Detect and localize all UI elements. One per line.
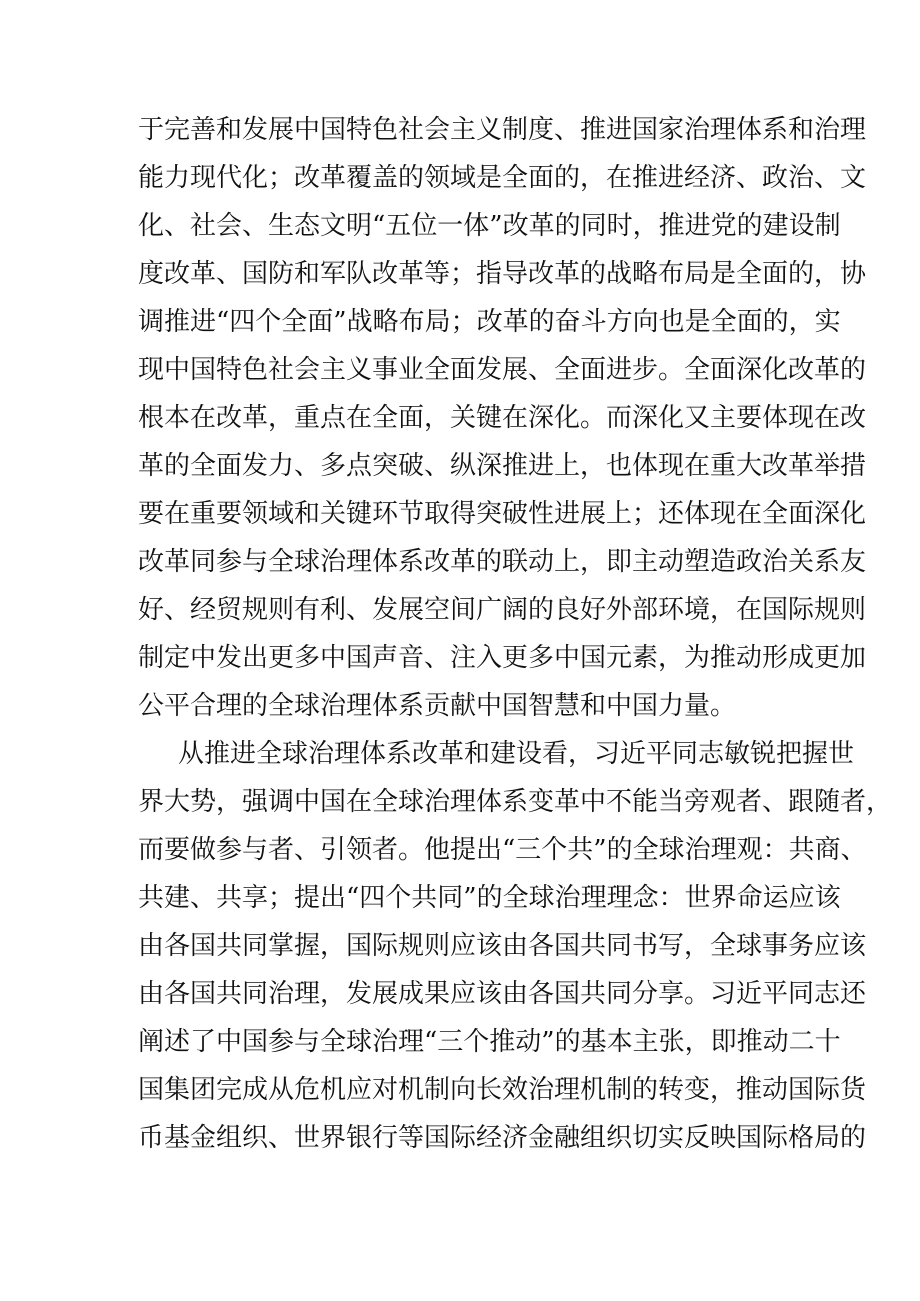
text-line: 要在重要领域和关键环节取得突破性进展上；还体现在全面深化: [138, 499, 867, 529]
text-line: 制定中发出更多中国声音、注入更多中国元素，为推动形成更加: [138, 643, 867, 673]
text-line: 而要做参与者、引领者。他提出“三个共”的全球治理观：共商、: [138, 835, 867, 865]
text-line: 公平合理的全球治理体系贡献中国智慧和中国力量。: [138, 691, 737, 721]
text-line: 度改革、国防和军队改革等；指导改革的战略布局是全面的，协: [138, 259, 867, 289]
text-line: 化、社会、生态文明“五位一体”改革的同时，推进党的建设制: [138, 211, 841, 241]
text-line: 能力现代化；改革覆盖的领域是全面的，在推进经济、政治、文: [138, 163, 867, 193]
text-line: 调推进“四个全面”战略布局；改革的奋斗方向也是全面的，实: [138, 307, 841, 337]
text-line: 界大势，强调中国在全球治理体系变革中不能当旁观者、跟随者，: [138, 787, 893, 817]
text-line: 好、经贸规则有利、发展空间广阔的良好外部环境，在国际规则: [138, 595, 867, 625]
text-line: 阐述了中国参与全球治理“三个推动”的基本主张，即推动二十: [138, 1027, 841, 1057]
text-line: 共建、共享；提出“四个共同”的全球治理理念：世界命运应该: [138, 883, 841, 913]
text-line: 国集团完成从危机应对机制向长效治理机制的转变，推动国际货: [138, 1075, 867, 1105]
text-line: 现中国特色社会主义事业全面发展、全面进步。全面深化改革的: [138, 355, 867, 385]
text-line: 从推进全球治理体系改革和建设看，习近平同志敏锐把握世: [178, 739, 855, 769]
paragraph-2: [138, 730, 893, 1162]
paragraph-1: [138, 106, 867, 730]
text-line: 根本在改革，重点在全面，关键在深化。而深化又主要体现在改: [138, 403, 867, 433]
text-line: 由各国共同治理，发展成果应该由各国共同分享。习近平同志还: [138, 979, 867, 1009]
text-line: 于完善和发展中国特色社会主义制度、推进国家治理体系和治理: [138, 115, 867, 145]
text-line: 改革同参与全球治理体系改革的联动上，即主动塑造政治关系友: [138, 547, 867, 577]
text-line: 革的全面发力、多点突破、纵深推进上，也体现在重大改革举措: [138, 451, 867, 481]
text-line: 由各国共同掌握，国际规则应该由各国共同书写，全球事务应该: [138, 931, 867, 961]
text-line: 币基金组织、世界银行等国际经济金融组织切实反映国际格局的: [138, 1123, 867, 1153]
